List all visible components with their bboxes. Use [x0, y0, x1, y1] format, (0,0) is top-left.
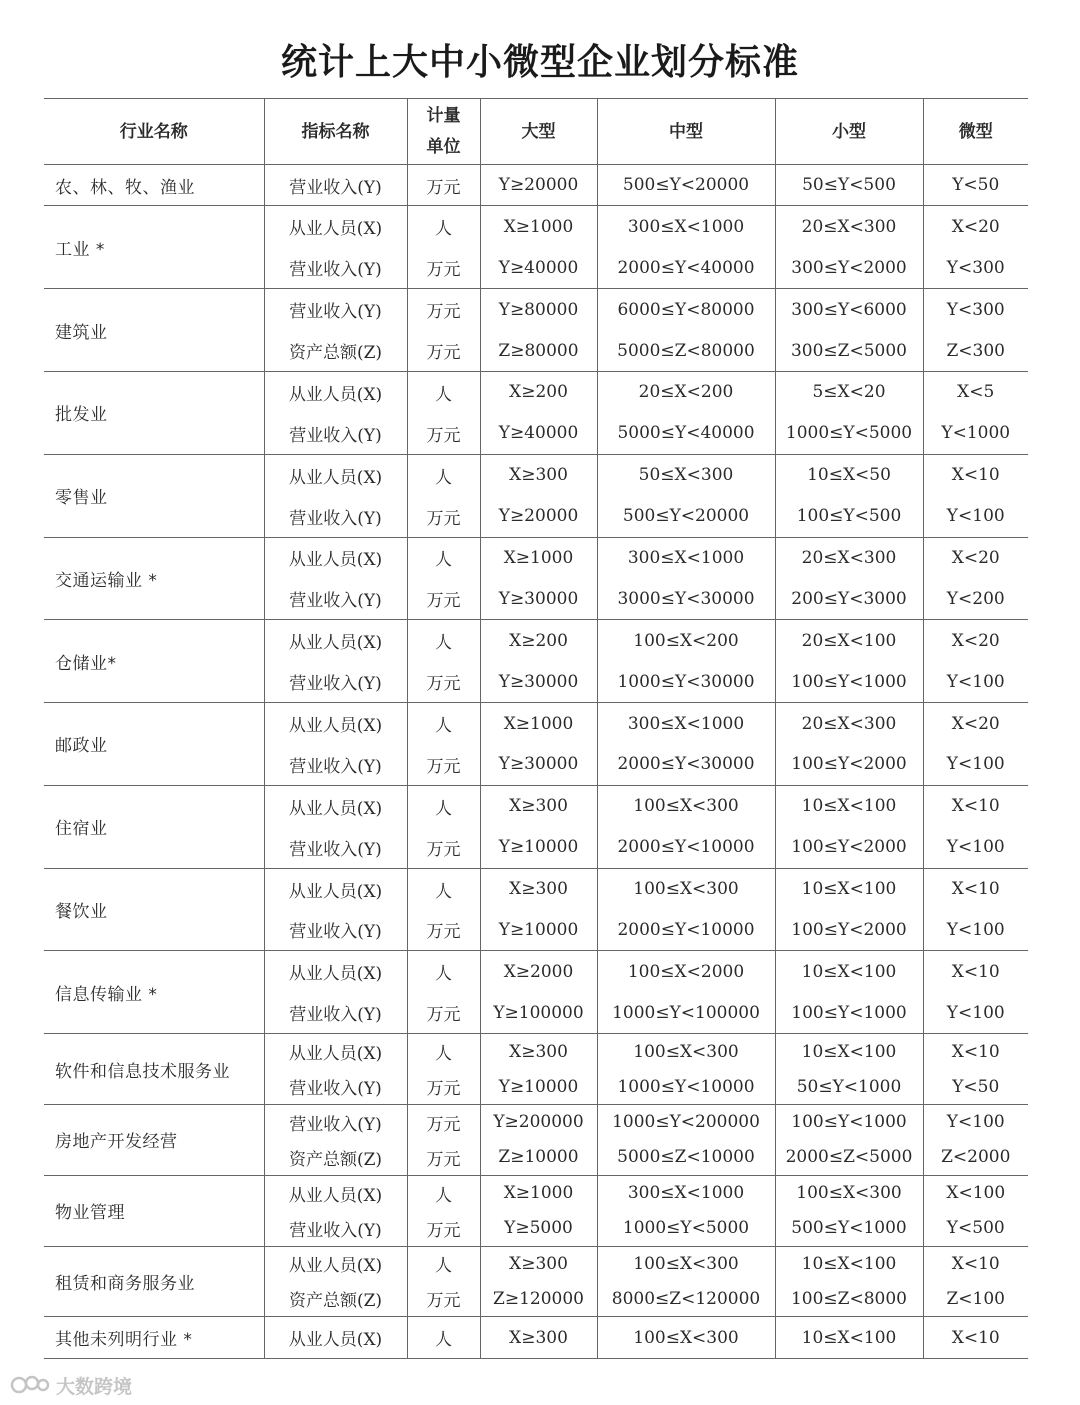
cell-unit: 万元 [407, 330, 480, 371]
cell-medium: 6000≤Y<80000 [597, 289, 775, 330]
cell-micro: X<10 [951, 961, 1000, 982]
cell-unit: 人 [407, 1034, 480, 1069]
cell-medium: 1000≤Y<10000 [597, 1069, 775, 1104]
cell-indicator: 营业收入(Y) [264, 1211, 407, 1246]
cell-medium: 8000≤Z<120000 [597, 1281, 775, 1316]
cell-micro: X<20 [951, 630, 1000, 651]
cell-small: 20≤X<100 [775, 620, 923, 661]
industry-name: 零售业 [44, 454, 264, 537]
cell-unit: 人 [407, 620, 480, 661]
cell-unit: 人 [407, 868, 480, 909]
cell-unit: 万元 [407, 1140, 480, 1175]
cell-large: Z≥120000 [480, 1281, 597, 1316]
cell-medium: 2000≤Y<40000 [597, 247, 775, 288]
cell-indicator: 从业人员(X) [264, 703, 407, 744]
cell-small: 100≤Y<1000 [775, 992, 923, 1033]
cell-large: X≥300 [480, 868, 597, 909]
cell-medium: 50≤X<300 [597, 454, 775, 495]
industry-name: 租赁和商务服务业 [44, 1246, 264, 1317]
cell-large: Y≥10000 [480, 827, 597, 868]
cell-large: Z≥10000 [480, 1140, 597, 1175]
cell-small: 500≤Y<1000 [775, 1211, 923, 1246]
cell-small: 50≤Y<500 [775, 165, 923, 206]
cell-micro: X<10 [951, 1253, 1000, 1274]
cell-large: X≥1000 [480, 703, 597, 744]
cell-micro: X<5 [957, 382, 995, 403]
cell-large: Y≥80000 [480, 289, 597, 330]
header-unit [407, 99, 480, 165]
cell-unit: 万元 [407, 1069, 480, 1104]
cell-small: 300≤Y<2000 [775, 247, 923, 288]
cell-unit: 人 [407, 1175, 480, 1210]
cell-indicator: 从业人员(X) [264, 620, 407, 661]
cell-micro: X<20 [951, 216, 1000, 237]
cell-medium: 2000≤Y<10000 [597, 827, 775, 868]
cell-medium: 1000≤Y<200000 [597, 1104, 775, 1139]
cell-small: 2000≤Z<5000 [775, 1140, 923, 1175]
header-unit-line2: 单位 [426, 136, 461, 157]
cell-micro: Y<100 [946, 671, 1005, 692]
cell-indicator: 从业人员(X) [264, 206, 407, 247]
industry-name: 信息传输业 * [44, 951, 264, 1034]
cell-small: 10≤X<100 [775, 868, 923, 909]
cell-large: X≥300 [480, 785, 597, 826]
header-unit-line1: 计量 [426, 105, 461, 126]
cell-unit: 万元 [407, 1104, 480, 1139]
table-row [44, 785, 1028, 826]
cell-small: 100≤Y<2000 [775, 744, 923, 785]
cell-medium: 5000≤Y<40000 [597, 413, 775, 454]
cell-unit: 万元 [407, 247, 480, 288]
cell-small: 1000≤Y<5000 [775, 413, 923, 454]
cell-indicator: 从业人员(X) [264, 1034, 407, 1069]
cell-large: X≥300 [480, 454, 597, 495]
cell-medium: 300≤X<1000 [597, 1175, 775, 1210]
cell-small: 20≤X<300 [775, 703, 923, 744]
cell-micro: X<10 [951, 1327, 1000, 1348]
cell-unit: 万元 [407, 289, 480, 330]
header-medium: 中型 [597, 99, 775, 165]
cell-large: Y≥40000 [480, 413, 597, 454]
cell-micro: X<10 [951, 796, 1000, 817]
industry-name: 工业 * [44, 206, 264, 289]
cell-indicator: 营业收入(Y) [264, 827, 407, 868]
cell-indicator: 营业收入(Y) [264, 1069, 407, 1104]
cell-medium: 5000≤Z<80000 [597, 330, 775, 371]
table-row [44, 703, 1028, 744]
cell-indicator: 营业收入(Y) [264, 496, 407, 537]
cell-medium: 100≤X<300 [597, 1034, 775, 1069]
cell-micro: Y<50 [952, 1076, 1000, 1097]
cell-micro: Y<300 [946, 299, 1005, 320]
cell-small: 50≤Y<1000 [775, 1069, 923, 1104]
cell-large: Y≥5000 [480, 1211, 597, 1246]
table-header-row [44, 99, 1028, 165]
cell-medium: 1000≤Y<5000 [597, 1211, 775, 1246]
page-title: 统计上大中小微型企业划分标准 [280, 42, 799, 83]
industry-name: 物业管理 [44, 1175, 264, 1246]
watermark-logo-icon [10, 1373, 50, 1397]
cell-indicator: 营业收入(Y) [264, 661, 407, 702]
cell-unit: 人 [407, 1246, 480, 1281]
cell-micro: Y<200 [946, 588, 1005, 609]
cell-indicator: 营业收入(Y) [264, 578, 407, 619]
cell-indicator: 从业人员(X) [264, 868, 407, 909]
cell-small: 100≤Y<2000 [775, 910, 923, 951]
cell-micro: Y<100 [946, 919, 1005, 940]
cell-unit: 人 [407, 537, 480, 578]
cell-indicator: 营业收入(Y) [264, 910, 407, 951]
cell-large: Y≥30000 [480, 744, 597, 785]
cell-large: X≥300 [480, 1246, 597, 1281]
cell-indicator: 从业人员(X) [264, 951, 407, 992]
industry-name: 批发业 [44, 371, 264, 454]
cell-small: 5≤X<20 [775, 371, 923, 412]
table-row [44, 289, 1028, 330]
cell-medium: 300≤X<1000 [597, 206, 775, 247]
enterprise-classification-table [44, 98, 1028, 1359]
cell-medium: 1000≤Y<30000 [597, 661, 775, 702]
cell-indicator: 资产总额(Z) [264, 1140, 407, 1175]
cell-unit: 万元 [407, 1211, 480, 1246]
table-row [44, 1034, 1028, 1069]
cell-micro: Y<1000 [941, 423, 1011, 444]
cell-unit: 万元 [407, 661, 480, 702]
cell-unit: 人 [407, 785, 480, 826]
cell-large: Y≥10000 [480, 1069, 597, 1104]
cell-small: 20≤X<300 [775, 206, 923, 247]
cell-small: 10≤X<100 [775, 1317, 923, 1358]
cell-large: X≥1000 [480, 537, 597, 578]
cell-unit: 人 [407, 703, 480, 744]
cell-medium: 100≤X<300 [597, 1317, 775, 1358]
cell-small: 100≤Y<1000 [775, 1104, 923, 1139]
industry-name: 建筑业 [44, 289, 264, 372]
cell-small: 300≤Y<6000 [775, 289, 923, 330]
table-row [44, 620, 1028, 661]
cell-unit: 万元 [407, 992, 480, 1033]
cell-indicator: 从业人员(X) [264, 537, 407, 578]
cell-indicator: 营业收入(Y) [264, 247, 407, 288]
cell-indicator: 营业收入(Y) [264, 165, 407, 206]
cell-unit: 万元 [407, 827, 480, 868]
cell-small: 10≤X<100 [775, 1246, 923, 1281]
cell-micro: Z<100 [946, 1288, 1005, 1309]
cell-micro: Z<300 [946, 340, 1005, 361]
cell-indicator: 资产总额(Z) [264, 1281, 407, 1316]
cell-indicator: 资产总额(Z) [264, 330, 407, 371]
cell-micro: Y<100 [946, 837, 1005, 858]
cell-unit: 万元 [407, 910, 480, 951]
cell-micro: Y<100 [946, 1112, 1005, 1133]
cell-unit: 人 [407, 371, 480, 412]
watermark-text: 大数跨境 [56, 1375, 133, 1398]
cell-small: 200≤Y<3000 [775, 578, 923, 619]
cell-medium: 500≤Y<20000 [597, 165, 775, 206]
cell-micro: X<20 [951, 713, 1000, 734]
cell-unit: 人 [407, 206, 480, 247]
cell-large: X≥200 [480, 371, 597, 412]
cell-small: 10≤X<100 [775, 951, 923, 992]
cell-small: 20≤X<300 [775, 537, 923, 578]
table-row [44, 537, 1028, 578]
cell-medium: 300≤X<1000 [597, 537, 775, 578]
table-row [44, 868, 1028, 909]
cell-unit: 万元 [407, 578, 480, 619]
cell-unit: 万元 [407, 496, 480, 537]
cell-medium: 300≤X<1000 [597, 703, 775, 744]
table-row [44, 206, 1028, 247]
cell-large: Y≥20000 [480, 496, 597, 537]
cell-medium: 500≤Y<20000 [597, 496, 775, 537]
cell-indicator: 从业人员(X) [264, 1175, 407, 1210]
cell-indicator: 从业人员(X) [264, 454, 407, 495]
table-row [44, 951, 1028, 992]
cell-large: X≥1000 [480, 206, 597, 247]
cell-small: 100≤X<300 [775, 1175, 923, 1210]
industry-name: 仓储业* [44, 620, 264, 703]
table-row [44, 1317, 1028, 1358]
cell-micro: X<10 [951, 879, 1000, 900]
cell-micro: Y<50 [952, 175, 1000, 196]
cell-indicator: 从业人员(X) [264, 371, 407, 412]
table-row [44, 454, 1028, 495]
cell-small: 100≤Y<2000 [775, 827, 923, 868]
cell-large: X≥300 [480, 1317, 597, 1358]
cell-large: Z≥80000 [480, 330, 597, 371]
cell-large: X≥1000 [480, 1175, 597, 1210]
table-row [44, 1246, 1028, 1281]
cell-unit: 人 [407, 951, 480, 992]
cell-medium: 100≤X<2000 [597, 951, 775, 992]
cell-unit: 人 [407, 454, 480, 495]
cell-medium: 100≤X<300 [597, 868, 775, 909]
industry-name: 房地产开发经营 [44, 1104, 264, 1175]
cell-medium: 100≤X<300 [597, 785, 775, 826]
cell-small: 10≤X<100 [775, 1034, 923, 1069]
cell-micro: X<20 [951, 547, 1000, 568]
header-micro: 微型 [923, 99, 1028, 165]
cell-small: 100≤Y<500 [775, 496, 923, 537]
cell-small: 300≤Z<5000 [775, 330, 923, 371]
cell-small: 10≤X<50 [775, 454, 923, 495]
cell-medium: 2000≤Y<30000 [597, 744, 775, 785]
cell-large: Y≥30000 [480, 661, 597, 702]
cell-micro: X<10 [951, 1041, 1000, 1062]
table-row [44, 1175, 1028, 1210]
cell-small: 10≤X<100 [775, 785, 923, 826]
cell-micro: Y<100 [946, 754, 1005, 775]
cell-unit: 万元 [407, 165, 480, 206]
cell-micro: Y<100 [946, 1002, 1005, 1023]
cell-medium: 100≤X<300 [597, 1246, 775, 1281]
cell-large: Y≥100000 [480, 992, 597, 1033]
cell-large: Y≥200000 [480, 1104, 597, 1139]
cell-indicator: 从业人员(X) [264, 1246, 407, 1281]
cell-medium: 5000≤Z<10000 [597, 1140, 775, 1175]
cell-indicator: 营业收入(Y) [264, 289, 407, 330]
watermark [10, 1370, 132, 1400]
cell-large: X≥2000 [480, 951, 597, 992]
cell-indicator: 从业人员(X) [264, 785, 407, 826]
table-row [44, 165, 1028, 206]
industry-name: 农、林、牧、渔业 [44, 165, 264, 206]
industry-name: 交通运输业 * [44, 537, 264, 620]
cell-indicator: 营业收入(Y) [264, 413, 407, 454]
industry-name: 软件和信息技术服务业 [44, 1034, 264, 1105]
cell-medium: 3000≤Y<30000 [597, 578, 775, 619]
cell-indicator: 营业收入(Y) [264, 744, 407, 785]
cell-medium: 2000≤Y<10000 [597, 910, 775, 951]
cell-large: Y≥10000 [480, 910, 597, 951]
cell-indicator: 营业收入(Y) [264, 1104, 407, 1139]
cell-medium: 100≤X<200 [597, 620, 775, 661]
industry-name: 餐饮业 [44, 868, 264, 951]
cell-unit: 万元 [407, 1281, 480, 1316]
table-row [44, 1104, 1028, 1139]
cell-indicator: 从业人员(X) [264, 1317, 407, 1358]
cell-medium: 20≤X<200 [597, 371, 775, 412]
cell-medium: 1000≤Y<100000 [597, 992, 775, 1033]
cell-micro: Y<500 [946, 1218, 1005, 1239]
cell-small: 100≤Y<1000 [775, 661, 923, 702]
industry-name: 其他未列明行业 * [44, 1317, 264, 1358]
header-indicator: 指标名称 [264, 99, 407, 165]
cell-micro: Y<300 [946, 257, 1005, 278]
industry-name: 邮政业 [44, 703, 264, 786]
cell-small: 100≤Z<8000 [775, 1281, 923, 1316]
header-large: 大型 [480, 99, 597, 165]
header-small: 小型 [775, 99, 923, 165]
cell-micro: X<100 [946, 1183, 1006, 1204]
cell-unit: 万元 [407, 413, 480, 454]
cell-micro: X<10 [951, 465, 1000, 486]
header-industry: 行业名称 [44, 99, 264, 165]
table-body [44, 165, 1028, 1359]
cell-large: Y≥30000 [480, 578, 597, 619]
industry-name: 住宿业 [44, 785, 264, 868]
table-row [44, 371, 1028, 412]
cell-micro: Y<100 [946, 506, 1005, 527]
cell-unit: 人 [407, 1317, 480, 1358]
cell-micro: Z<2000 [941, 1147, 1011, 1168]
cell-large: Y≥20000 [480, 165, 597, 206]
cell-unit: 万元 [407, 744, 480, 785]
cell-large: X≥200 [480, 620, 597, 661]
cell-large: Y≥40000 [480, 247, 597, 288]
cell-large: X≥300 [480, 1034, 597, 1069]
cell-indicator: 营业收入(Y) [264, 992, 407, 1033]
